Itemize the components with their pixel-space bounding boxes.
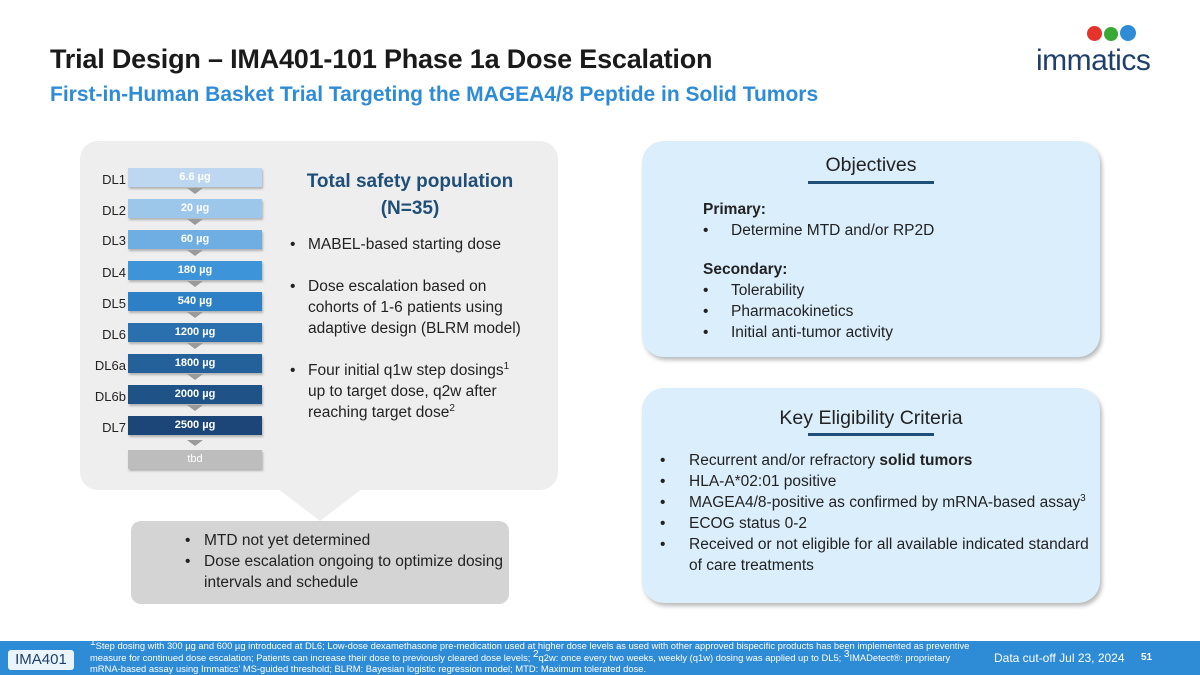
dl-label: DL4	[102, 265, 126, 280]
chevron-down-icon	[187, 250, 203, 256]
footnote-ref: 3	[1080, 492, 1086, 504]
eligibility-title: Key Eligibility Criteria	[779, 407, 963, 429]
eligibility-underline	[808, 433, 934, 436]
list-item	[660, 492, 1090, 513]
panel-down-arrow	[278, 489, 362, 521]
product-tag: IMA401	[8, 650, 74, 670]
footnote-text: q2w: once every two weeks, weekly (q1w) dosing was applied up to DL5;	[538, 651, 844, 663]
list-item-text: Tolerability	[731, 282, 805, 299]
dose-box: 60 µg	[128, 230, 262, 249]
dl-label: DL2	[102, 203, 126, 218]
page-title: Trial Design – IMA401-101 Phase 1a Dose Escalation	[50, 44, 713, 74]
dose-box: 20 µg	[128, 199, 262, 218]
list-item: • Received or not eligible for all available indicated standard of care treatments	[660, 534, 1090, 576]
footnote-ref: 2	[532, 648, 539, 660]
safety-title-line1: Total safety population	[306, 171, 514, 192]
chevron-down-icon	[187, 405, 203, 411]
chevron-down-icon	[187, 219, 203, 225]
data-cutoff: Data cut-off Jul 23, 2024	[994, 651, 1125, 665]
list-item: • Dose escalation based on cohorts of 1-6 patients using adaptive design (BLRM model)	[290, 276, 530, 339]
page-subtitle: First-in-Human Basket Trial Targeting the MAGEA4/8 Peptide in Solid Tumors	[50, 83, 819, 106]
list-item	[660, 450, 1090, 471]
list-item-bold: solid tumors	[879, 452, 973, 469]
list-item: • Dose escalation ongoing to optimize dosing intervals and schedule	[185, 551, 505, 593]
dl-label: DL1	[102, 172, 126, 187]
list-item-text: Determine MTD and/or RP2D	[731, 222, 935, 239]
list-item-text: MAGEA4/8-positive as confirmed by mRNA-based assay	[689, 494, 1081, 511]
objectives-underline	[808, 181, 934, 184]
list-item-text: Initial anti-tumor activity	[731, 324, 893, 341]
dose-box: 1200 µg	[128, 323, 262, 342]
dl-label: DL6a	[94, 358, 126, 373]
mtd-list	[185, 530, 505, 593]
design-bullets	[290, 234, 530, 444]
list-item: • ECOG status 0-2	[660, 513, 1090, 534]
list-item: • MTD not yet determined	[185, 530, 505, 551]
list-item: • Initial anti-tumor activity	[703, 324, 893, 341]
dl-label: DL6	[102, 327, 126, 342]
dose-box: 6.6 µg	[128, 168, 262, 187]
dose-box: 2500 µg	[128, 416, 262, 435]
safety-population-title	[290, 168, 530, 222]
chevron-down-icon	[187, 440, 203, 446]
list-item-text: Recurrent and/or refractory	[689, 452, 880, 469]
footnote-ref: 3	[843, 648, 850, 660]
list-item: • HLA-A*02:01 positive	[660, 471, 1090, 492]
chevron-down-icon	[187, 312, 203, 318]
list-item-text: Four initial q1w step dosings	[308, 362, 504, 379]
chevron-down-icon	[187, 281, 203, 287]
page-number: 51	[1141, 652, 1153, 663]
chevron-down-icon	[187, 343, 203, 349]
list-item	[290, 360, 530, 423]
dl-label: DL6b	[94, 389, 126, 404]
list-item: • Determine MTD and/or RP2D	[703, 222, 935, 239]
company-logo	[1030, 24, 1170, 77]
chevron-down-icon	[187, 374, 203, 380]
safety-title-line2: (N=35)	[380, 198, 440, 219]
logo-dot-green	[1104, 27, 1118, 41]
secondary-label: Secondary:	[703, 261, 788, 278]
logo-dot-blue	[1120, 25, 1136, 41]
footnote-ref: 2	[449, 402, 455, 414]
dose-box-tbd: tbd	[128, 450, 262, 469]
footnote-text: IMADetect®: proprietary mRNA-based assay using Immatics’ MS-guided threshold; BLRM: Bayesian logistic regression model; MTD: Maximum tolerated dose.	[90, 651, 951, 674]
list-item-text: up to target dose, q2w after reaching target dose	[308, 383, 497, 421]
dl-label: DL5	[102, 296, 126, 311]
footnote-ref: 1	[90, 636, 96, 648]
list-item: • Tolerability	[703, 282, 805, 299]
list-item: • Pharmacokinetics	[703, 303, 854, 320]
dl-label: DL3	[102, 233, 126, 248]
dose-box: 2000 µg	[128, 385, 262, 404]
footnote-text: Step dosing with 300 µg and 600 µg introduced at DL6; Low-dose dexamethasone pre-medication used at higher dose levels as used with other approved bispecific products has been implemented as preventive measure for continued dose escalation; Patients can increase their dose to previously cleared dose levels;	[90, 640, 970, 663]
chevron-down-icon	[187, 188, 203, 194]
primary-label: Primary:	[703, 201, 766, 218]
dl-label: DL7	[102, 420, 126, 435]
dose-box: 180 µg	[128, 261, 262, 280]
eligibility-list	[660, 450, 1090, 576]
list-item: • MABEL-based starting dose	[290, 234, 530, 255]
footnotes	[90, 636, 970, 675]
logo-dot-red	[1087, 26, 1102, 41]
dose-box: 1800 µg	[128, 354, 262, 373]
objectives-title: Objectives	[825, 154, 917, 176]
list-item-text: Pharmacokinetics	[731, 303, 854, 320]
footnote-ref: 1	[503, 360, 510, 372]
dose-box: 540 µg	[128, 292, 262, 311]
logo-wordmark: immatics	[1036, 44, 1151, 77]
